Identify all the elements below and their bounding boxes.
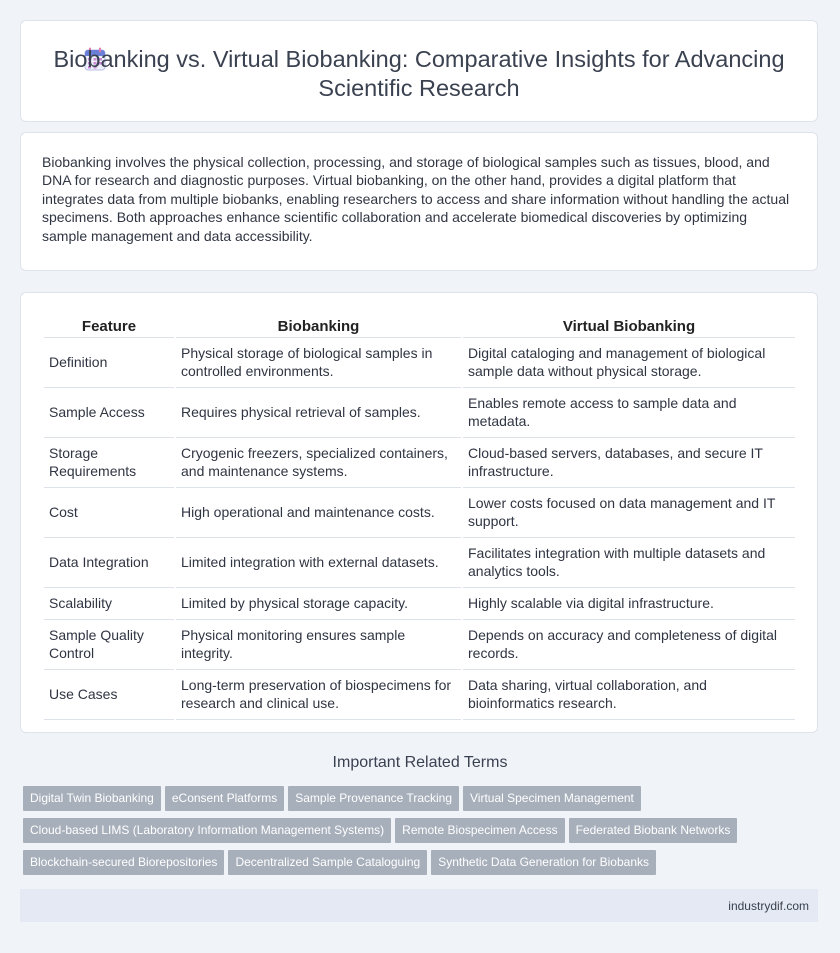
- biobanking-cell: Requires physical retrieval of samples.: [176, 388, 461, 438]
- related-tag[interactable]: Digital Twin Biobanking: [23, 786, 161, 811]
- virtual-biobanking-cell: Highly scalable via digital infrastructure.: [463, 588, 795, 620]
- header-virtual-biobanking: Virtual Biobanking: [463, 315, 795, 338]
- feature-cell: Storage Requirements: [44, 438, 174, 488]
- feature-cell: Use Cases: [44, 670, 174, 720]
- intro-card: [20, 132, 818, 271]
- related-tags-row: [23, 850, 783, 875]
- table-row: [44, 338, 795, 388]
- feature-cell: Sample Access: [44, 388, 174, 438]
- biobanking-cell: Limited integration with external datasets.: [176, 538, 461, 588]
- virtual-biobanking-cell: Data sharing, virtual collaboration, and bioinformatics research.: [463, 670, 795, 720]
- virtual-biobanking-cell: Depends on accuracy and completeness of digital records.: [463, 620, 795, 670]
- table-row: [44, 388, 795, 438]
- related-tag[interactable]: Cloud-based LIMS (Laboratory Information Management Systems): [23, 818, 391, 843]
- related-tag[interactable]: Federated Biobank Networks: [569, 818, 738, 843]
- feature-cell: Definition: [44, 338, 174, 388]
- related-tag[interactable]: Sample Provenance Tracking: [288, 786, 459, 811]
- table-row: [44, 588, 795, 620]
- table-row: [44, 538, 795, 588]
- virtual-biobanking-cell: Enables remote access to sample data and metadata.: [463, 388, 795, 438]
- feature-cell: Scalability: [44, 588, 174, 620]
- related-tags-row: [23, 818, 783, 843]
- biobanking-cell: High operational and maintenance costs.: [176, 488, 461, 538]
- header-card: [20, 20, 818, 122]
- virtual-biobanking-cell: Lower costs focused on data management and IT support.: [463, 488, 795, 538]
- virtual-biobanking-cell: Digital cataloging and management of biological sample data without physical storage.: [463, 338, 795, 388]
- biobanking-cell: Long-term preservation of biospecimens for research and clinical use.: [176, 670, 461, 720]
- table-header-row: [44, 315, 795, 338]
- related-tag[interactable]: Decentralized Sample Cataloguing: [228, 850, 427, 875]
- table-row: [44, 670, 795, 720]
- related-tag[interactable]: eConsent Platforms: [165, 786, 284, 811]
- table-row: [44, 620, 795, 670]
- related-terms-heading: Important Related Terms: [332, 754, 508, 771]
- virtual-biobanking-cell: Cloud-based servers, databases, and secure IT infrastructure.: [463, 438, 795, 488]
- table-row: [44, 488, 795, 538]
- biobanking-cell: Physical storage of biological samples in controlled environments.: [176, 338, 461, 388]
- feature-cell: Data Integration: [44, 538, 174, 588]
- virtual-biobanking-cell: Facilitates integration with multiple datasets and analytics tools.: [463, 538, 795, 588]
- related-tags-row: [23, 786, 783, 811]
- comparison-table: [42, 315, 797, 720]
- feature-cell: Sample Quality Control: [44, 620, 174, 670]
- page-title: Biobanking vs. Virtual Biobanking: Comparative Insights for Advancing Scientific Research: [53, 46, 785, 101]
- related-tag[interactable]: Virtual Specimen Management: [463, 786, 641, 811]
- related-tag[interactable]: Synthetic Data Generation for Biobanks: [431, 850, 656, 875]
- biobanking-cell: Physical monitoring ensures sample integrity.: [176, 620, 461, 670]
- intro-paragraph: Biobanking involves the physical collection, processing, and storage of biological samples such as tissues, blood, and DNA for research and diagnostic purposes. Virtual biobanking, on the other hand, provides a digital platform that integrates data from multiple biobanks, enabling researchers to access and share information without handling the actual specimens. Both approaches enhance scientific collaboration and accelerate biomedical discoveries by optimizing sample management and data accessibility.: [42, 154, 790, 244]
- footer: [20, 889, 818, 922]
- biobanking-cell: Limited by physical storage capacity.: [176, 588, 461, 620]
- biobanking-cell: Cryogenic freezers, specialized containers, and maintenance systems.: [176, 438, 461, 488]
- related-tag[interactable]: Blockchain-secured Biorepositories: [23, 850, 224, 875]
- header-feature: Feature: [44, 315, 174, 338]
- feature-cell: Cost: [44, 488, 174, 538]
- footer-site-link[interactable]: industrydif.com: [728, 899, 809, 913]
- table-row: [44, 438, 795, 488]
- comparison-card: [20, 292, 818, 733]
- related-tag[interactable]: Remote Biospecimen Access: [395, 818, 564, 843]
- header-biobanking: Biobanking: [176, 315, 461, 338]
